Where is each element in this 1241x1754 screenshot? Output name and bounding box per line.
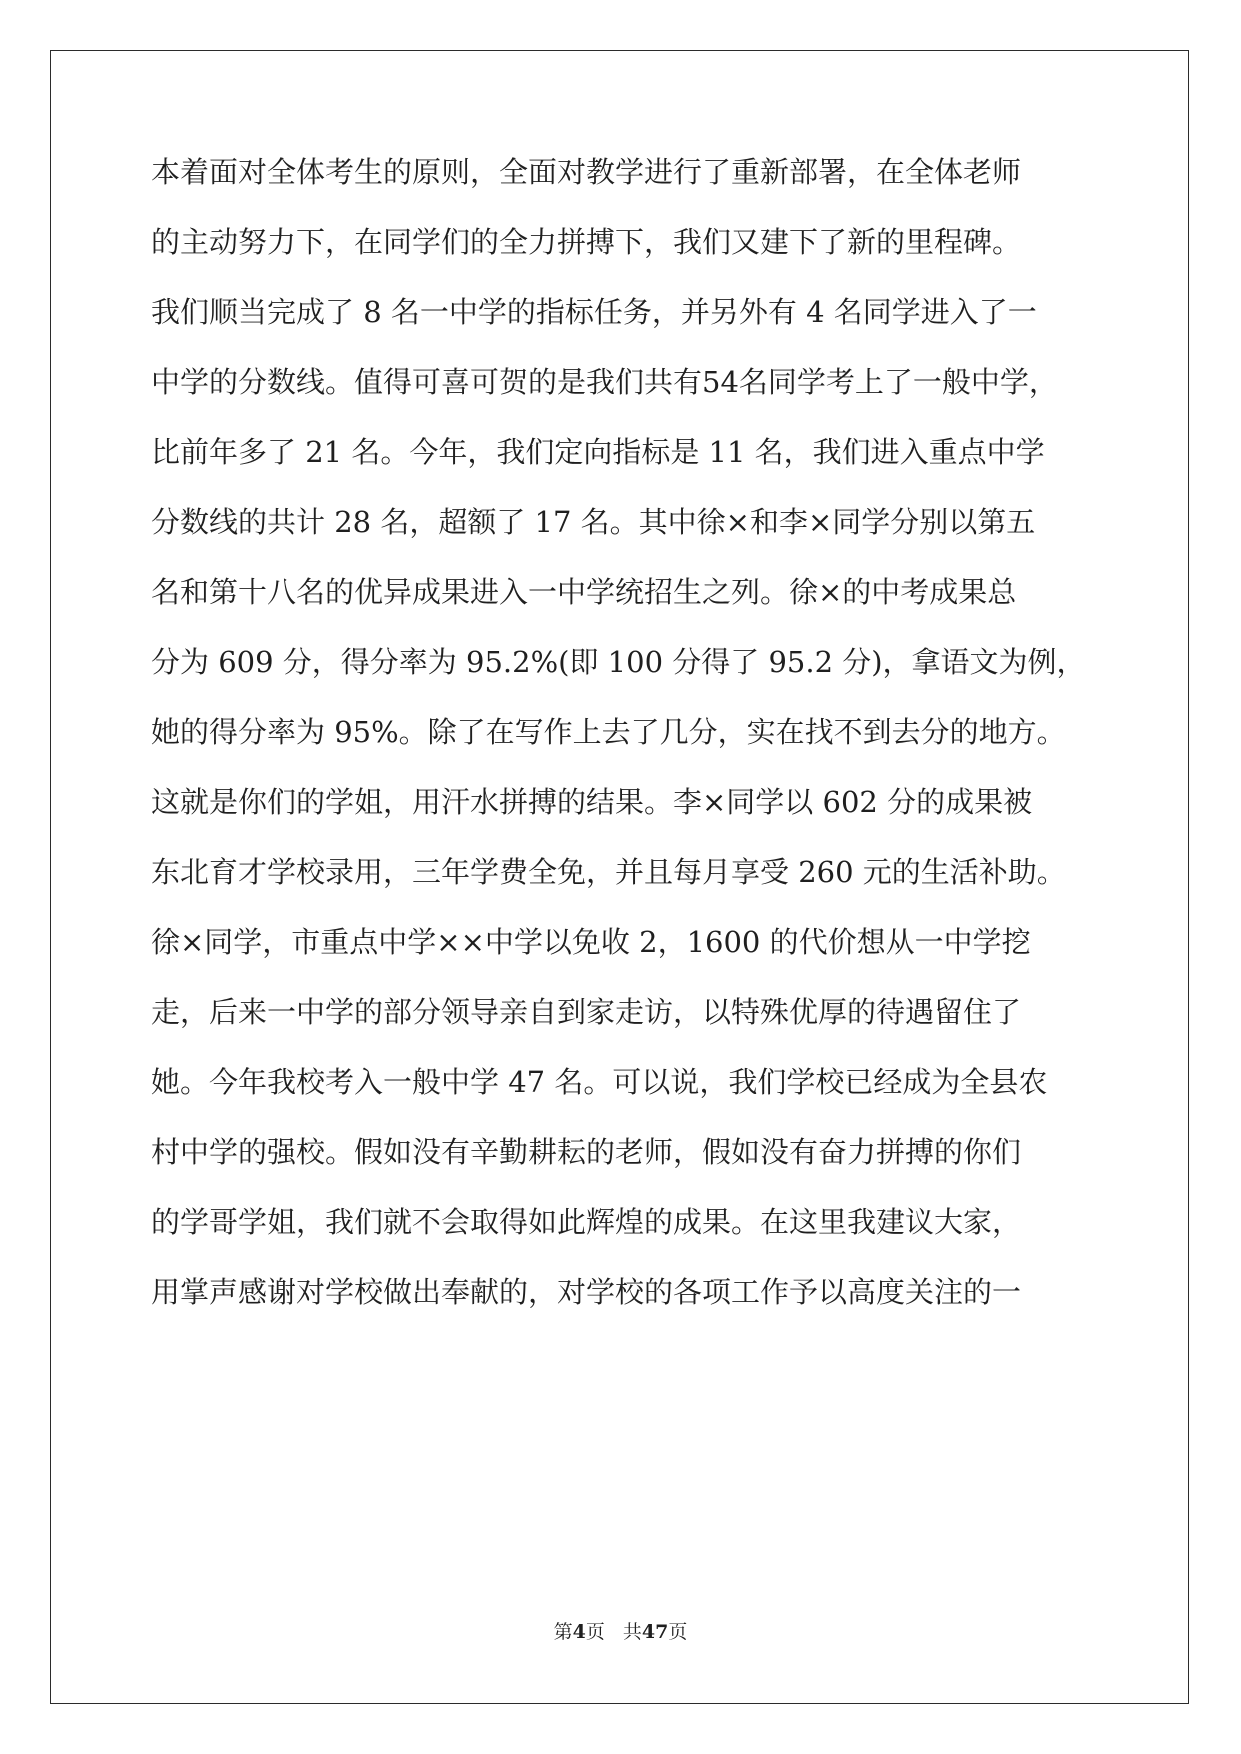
paragraph-line: 用掌声感谢对学校做出奉献的，对学校的各项工作予以高度关注的一 [151,1275,1022,1309]
paragraph-line: 东北育才学校录用，三年学费全免，并且每月享受 260 元的生活补助。 [151,855,1066,889]
paragraph-line: 我们顺当完成了 8 名一中学的指标任务，并另外有 4 名同学进入了一 [151,295,1037,329]
page-prefix: 第 [553,1621,573,1643]
paragraph-line: 徐×同学，市重点中学××中学以免收 2，1600 的代价想从一中学挖 [151,925,1031,959]
paragraph-line: 村中学的强校。假如没有辛勤耕耘的老师，假如没有奋力拼搏的你们 [151,1135,1022,1169]
paragraph-line: 的学哥学姐，我们就不会取得如此辉煌的成果。在这里我建议大家， [151,1205,1022,1239]
total-pages-indicator [623,1621,687,1643]
paragraph-line: 名和第十八名的优异成果进入一中学统招生之列。徐×的中考成果总 [151,575,1017,609]
current-page-number: 4 [572,1621,586,1643]
paragraph-line: 走，后来一中学的部分领导亲自到家走访，以特殊优厚的待遇留住了 [151,995,1022,1029]
paragraph-line: 比前年多了 21 名。今年，我们定向指标是 11 名，我们进入重点中学 [151,435,1045,469]
paragraph-line: 的主动努力下，在同学们的全力拼搏下，我们又建下了新的里程碑。 [151,225,1022,259]
paragraph-line: 这就是你们的学姐，用汗水拼搏的结果。李×同学以 602 分的成果被 [151,785,1033,819]
paragraph-line: 分为 609 分，得分率为 95.2%(即 100 分得了 95.2 分)，拿语文为例， [151,645,1086,679]
page-footer [0,1617,1241,1644]
total-suffix: 页 [668,1621,688,1643]
page-indicator [554,1621,605,1643]
paragraph-line: 中学的分数线。值得可喜可贺的是我们共有54名同学考上了一般中学， [151,365,1058,399]
total-prefix: 共 [622,1621,642,1643]
paragraph-line: 分数线的共计 28 名，超额了 17 名。其中徐×和李×同学分别以第五 [151,505,1036,539]
total-page-count: 47 [641,1621,669,1643]
paragraph-line: 本着面对全体考生的原则，全面对教学进行了重新部署，在全体老师 [151,155,1022,189]
page-suffix: 页 [585,1621,605,1643]
paragraph-line: 她。今年我校考入一般中学 47 名。可以说，我们学校已经成为全县农 [151,1065,1048,1099]
paragraph-line: 她的得分率为 95%。除了在写作上去了几分，实在找不到去分的地方。 [151,715,1066,749]
